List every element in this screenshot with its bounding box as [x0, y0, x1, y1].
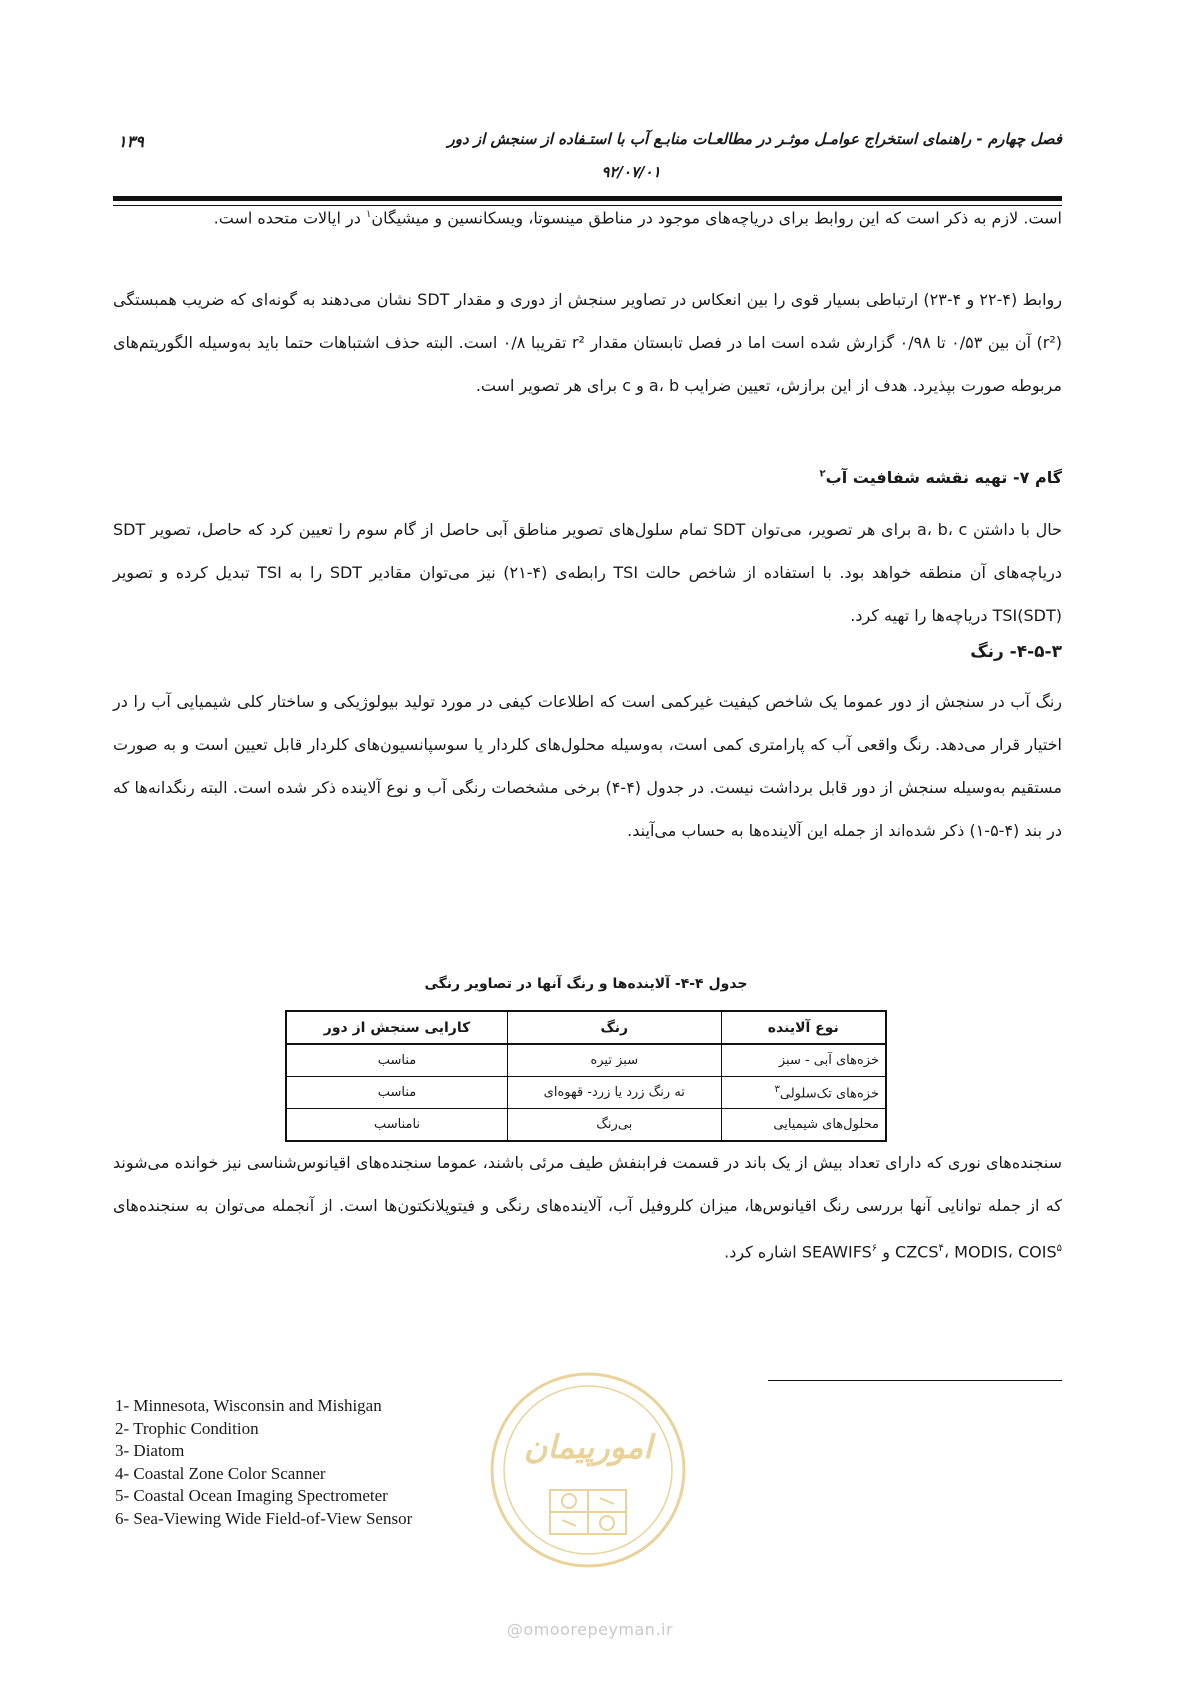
table-cell-color: بی‌رنگ	[508, 1109, 722, 1142]
paragraph-5: سنجنده‌های نوری که دارای تعداد بیش از یک باند در قسمت فرابنفش طیف مرئی باشند، عموما سنجنده‌های اقیانوس‌شناسی نیز خوانده می‌شوند که از جمله توانایی آنها بررسی رنگ اقیانوس‌ها، میزان کلروفیل آب، آلاینده‌های رنگی و فیتوپلانکتون‌ها است. از آنجمله می‌توان به سنجنده‌های CZCS$^۴$، MODIS، COIS$^۵$ و SEAWIFS$^۶$ اشاره کرد.	[113, 1153, 1062, 1262]
chapter-title: فصل چهارم - راهنمای استخراج عوامـل موثـر در مطالعـات منابـع آب با استـفاده از سنجش از دور	[447, 130, 1062, 148]
paragraph-4: رنگ آب در سنجش از دور عموما یک شاخص کیفیت غیرکمی است که اطلاعات کیفی در مورد تولید بیولوژیکی و ساختار کلی شیمیایی آب را در اختیار قرار می‌دهد. رنگ واقعی آب که پارامتری کمی است، به‌وسیله محلول‌های کلردار یا سوسپانسیون‌های کلردار قابل تعیین است و به صورت مستقیم به‌وسیله سنجش از دور قابل برداشت نیست. در جدول (۴-۴) برخی مشخصات رنگی آب و نوع آلاینده ذکر شده است. البته رنگدانه‌ها که در بند (۴-۵-۱) ذکر شده‌اند از جمله این آلاینده‌ها به حساب می‌آیند.	[113, 692, 1063, 840]
footnote-item: 2- Trophic Condition	[115, 1418, 259, 1438]
footnote-ref-5: ۵	[1056, 1243, 1062, 1254]
seal-text: امورپیمان	[523, 1428, 653, 1466]
watermark-url: @omoorepeyman.ir	[506, 1620, 674, 1639]
seal-logo-icon	[488, 1370, 688, 1570]
page-number: ۱۳۹	[118, 132, 144, 151]
table-row	[286, 1044, 886, 1077]
table-header-color: رنگ	[508, 1011, 722, 1044]
footnote-ref-4: ۴	[938, 1243, 944, 1254]
table-header-pollutant: نوع آلاینده	[721, 1011, 886, 1044]
footnote-item: 3- Diatom	[115, 1441, 185, 1460]
footnote-ref-3: ۳	[774, 1083, 780, 1095]
paragraph-3: حال با داشتن a، b، c برای هر تصویر، می‌توان SDT تمام سلول‌های تصویر مناطق آبی حاصل از گام سوم را تعیین کرد که حاصل، تصویر SDT دریاچه‌های آن منطقه خواهد بود. با استفاده از شاخص حالت TSI رابطه‌ی (۴-۲۱) نیز می‌توان مقادیر SDT را به TSI تبدیل کرده و تصویر TSI(SDT) دریاچه‌ها را تهیه کرد.	[113, 520, 1062, 625]
footnote-item: 1- Minnesota, Wisconsin and Mishigan	[115, 1396, 382, 1415]
footnote-ref-6: ۶	[871, 1243, 878, 1254]
table-cell-pollutant: خزه‌های آبی - سبز	[721, 1044, 886, 1077]
table-cell-suitability: مناسب	[286, 1044, 508, 1077]
table-cell-suitability: نامناسب	[286, 1109, 508, 1142]
table-cell-suitability: مناسب	[286, 1077, 508, 1109]
table-cell-pollutant: محلول‌های شیمیایی	[721, 1109, 886, 1142]
section-heading-step7: گام ۷- تهیه نقشه شفافیت آب$^۲$	[819, 468, 1062, 487]
table-cell-pollutant: خزه‌های تک‌سلولی$^۳$	[721, 1077, 886, 1109]
footnote-item: 5- Coastal Ocean Imaging Spectrometer	[115, 1486, 388, 1505]
table-row	[286, 1077, 886, 1109]
table-caption: جدول ۴-۴- آلاینده‌ها و رنگ آنها در تصاویر رنگی	[424, 976, 748, 992]
table-cell-color: سبز تیره	[508, 1044, 722, 1077]
section-heading-color: ۴-۵-۳- رنگ	[970, 642, 1062, 662]
paragraph-2: روابط (۴-۲۲ و ۴-۲۳) ارتباطی بسیار قوی را بین انعکاس در تصاویر سنجش از دوری و مقدار SDT نشان می‌دهند به گونه‌ای که ضریب همبستگی (r²) آن بین ۰/۵۳ تا ۰/۹۸ گزارش شده است اما در فصل تابستان مقدار r² تقریبا ۰/۸ است. البته حذف اشتباهات حتما باید به‌وسیله الگوریتم‌های مربوطه صورت بپذیرد. هدف از این برازش، تعیین ضرایب a، b و c برای هر تصویر است.	[113, 290, 1063, 395]
paragraph-1: است. لازم به ذکر است که این روابط برای دریاچه‌های موجود در مناطق مینسوتا، ویسکانسین و میشیگان$^۱$ در ایالات متحده است.	[213, 208, 1062, 228]
table-header-suitability: کارایی سنجش از دور	[286, 1011, 508, 1044]
header-date: ۹۲/۰۷/۰۱	[601, 163, 661, 181]
footnotes	[115, 1395, 412, 1530]
footnote-item: 4- Coastal Zone Color Scanner	[115, 1463, 326, 1483]
pollutant-table	[285, 1010, 887, 1142]
footnote-item: 6- Sea-Viewing Wide Field-of-View Sensor	[115, 1508, 413, 1528]
footnote-ref-1: ۱	[365, 209, 372, 220]
table-header-row	[286, 1011, 886, 1044]
table-cell-color: ته رنگ زرد یا زرد- قهوه‌ای	[508, 1077, 722, 1109]
footnote-ref-2: ۲	[819, 468, 826, 480]
footnote-rule	[768, 1380, 1062, 1381]
table-row	[286, 1109, 886, 1142]
